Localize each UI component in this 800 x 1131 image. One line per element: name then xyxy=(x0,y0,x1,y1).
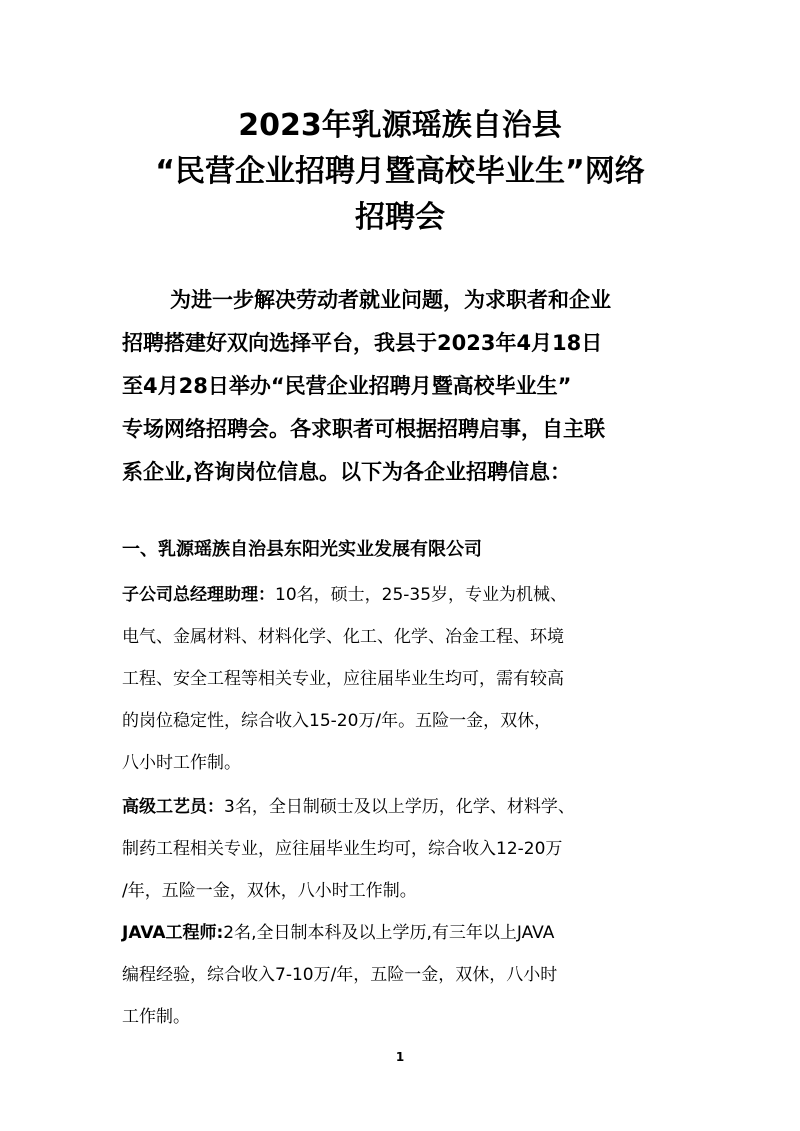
job-line xyxy=(122,920,554,946)
job-detail: 编程经验，综合收入7-10万/年，五险一金，双休，八小时 xyxy=(122,965,558,985)
job-line xyxy=(122,582,567,608)
title-line-3: 招聘会 xyxy=(355,200,445,235)
job-detail: 3名，全日制硕士及以上学历，化学、材料学、 xyxy=(224,797,575,817)
intro-line: 系企业,咨询岗位信息。以下为各企业招聘信息： xyxy=(122,460,571,484)
job-detail: 工作制。 xyxy=(122,1007,190,1027)
job-line xyxy=(122,794,575,820)
job-detail: 制药工程相关专业，应往届毕业生均可，综合收入12-20万 xyxy=(122,839,563,859)
job-detail: 2名,全日制本科及以上学历,有三年以上JAVA xyxy=(223,923,555,943)
job-detail: 八小时工作制。 xyxy=(122,753,241,773)
job-detail: 工程、安全工程等相关专业，应往届毕业生均可，需有较高 xyxy=(122,669,564,689)
job-detail: /年，五险一金，双休，八小时工作制。 xyxy=(122,881,417,901)
section-heading: 一、乳源瑶族自治县东阳光实业发展有限公司 xyxy=(122,539,482,560)
job-detail: 电气、金属材料、材料化学、化工、化学、冶金工程、环境 xyxy=(122,627,564,647)
intro-line: 招聘搭建好双向选择平台，我县于2023年4月18日 xyxy=(122,331,603,355)
title-line-1: 2023年乳源瑶族自治县 xyxy=(238,108,562,143)
job-title: 高级工艺员： xyxy=(122,797,224,817)
intro-line: 为进一步解决劳动者就业问题，为求职者和企业 xyxy=(170,288,611,312)
job-detail: 的岗位稳定性，综合收入15-20万/年。五险一金，双休， xyxy=(122,711,552,731)
job-title: 子公司总经理助理： xyxy=(122,585,275,605)
intro-line: 专场网络招聘会。各求职者可根据招聘启事，自主联 xyxy=(122,417,605,441)
job-detail: 10名，硕士，25-35岁，专业为机械、 xyxy=(275,585,568,605)
title-line-2: “民营企业招聘月暨高校毕业生”网络 xyxy=(155,154,645,189)
intro-line: 至4月28日举办“民营企业招聘月暨高校毕业生” xyxy=(122,374,572,398)
page-number: 1 xyxy=(395,1050,405,1064)
job-title: JAVA工程师: xyxy=(122,923,224,943)
